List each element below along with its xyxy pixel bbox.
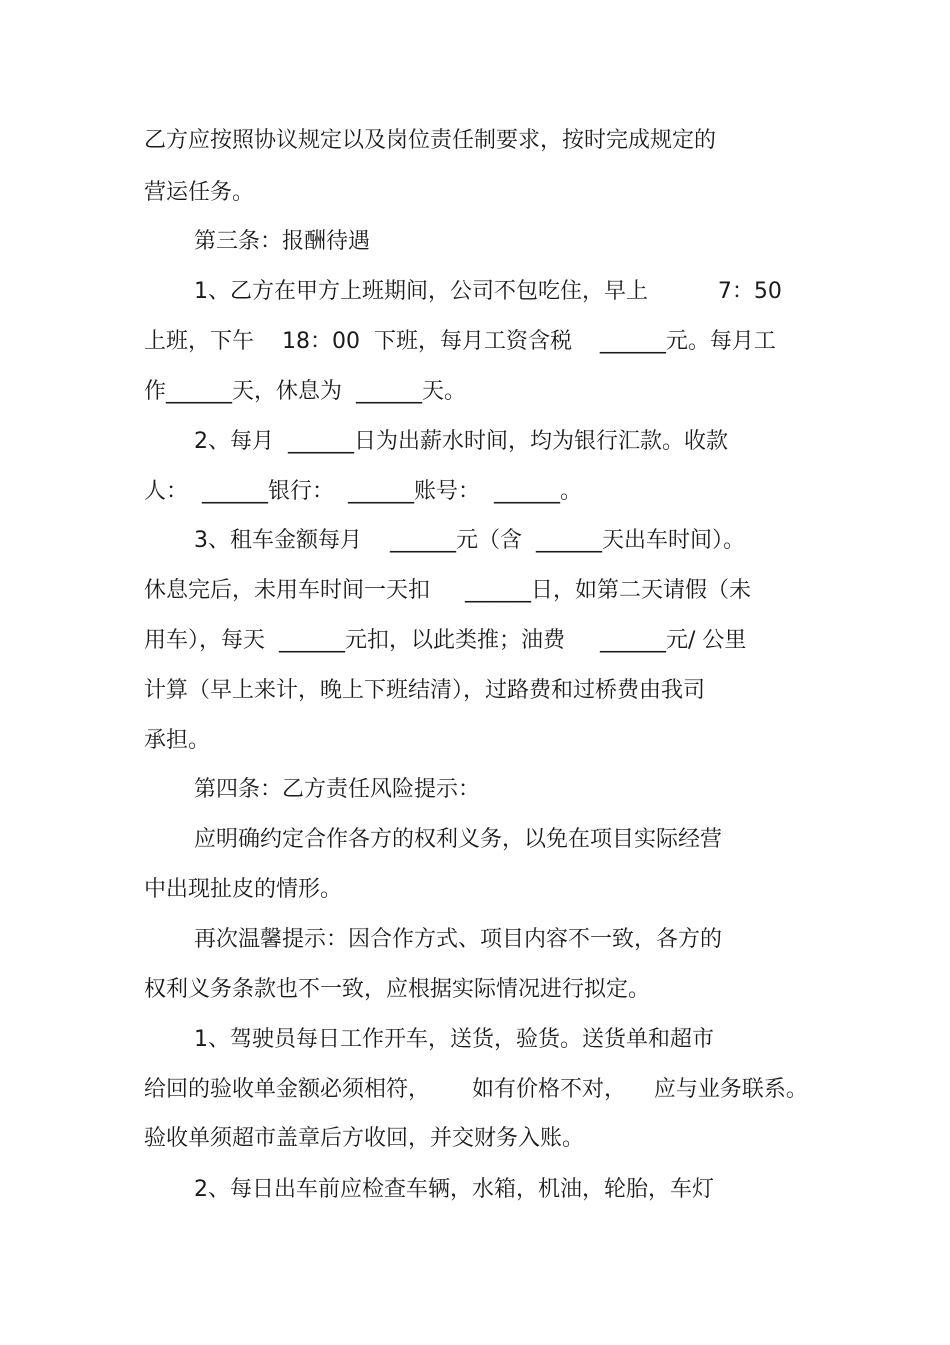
text-line: 乙方应按照协议规定以及岗位责任制要求，按时完成规定的 [144,128,717,153]
text-line: 作______天，休息为 ______天。 [144,379,466,404]
text-line: 1、乙方在甲方上班期间，公司不包吃住，早上 7：50 [194,279,782,304]
text-line: 2、每日出车前应检查车辆，水箱，机油，轮胎，车灯 [194,1177,714,1202]
text-line: 人： ______银行： ______账号： ______。 [144,479,582,504]
text-line: 承担。 [144,728,211,753]
text-line: 营运任务。 [144,180,255,205]
text-line: 3、租车金额每月 ______元（含 ______天出车时间）。 [194,528,745,553]
section-heading: 第三条：报酬待遇 [194,229,371,254]
section-heading: 第四条：乙方责任风险提示： [194,777,481,802]
text-line: 权利义务条款也不一致，应根据实际情况进行拟定。 [144,977,651,1002]
text-line: 2、每月 ______日为出薪水时间，均为银行汇款。收款 [194,429,728,454]
text-line: 1、驾驶员每日工作开车，送货，验货。送货单和超市 [194,1027,714,1052]
text-line: 验收单须超市盖章后方收回，并交财务入账。 [144,1126,585,1151]
text-line: 应明确约定合作各方的权利义务，以免在项目实际经营 [194,827,723,852]
text-line: 再次温馨提示：因合作方式、项目内容不一致，各方的 [194,927,723,952]
text-line: 给回的验收单金额必须相符， 如有价格不对， 应与业务联系。 [144,1077,808,1102]
text-line: 中出现扯皮的情形。 [144,877,343,902]
text-line: 计算（早上来计，晚上下班结清），过路费和过桥费由我司 [144,678,706,703]
text-line: 上班，下午 18：00 下班，每月工资含税 ______元。每月工 [144,329,776,354]
text-line: 休息完后，未用车时间一天扣 ______日，如第二天请假（未 [144,578,751,603]
text-line: 用车），每天 ______元扣，以此类推；油费 ______元/ 公里 [144,628,747,653]
